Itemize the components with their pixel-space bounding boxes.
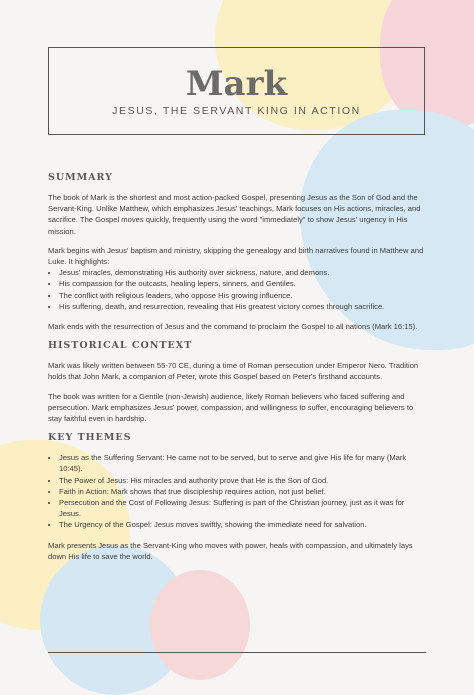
list-item: • Persecution and the Cost of Following Jesus: Suffering is part of the Christian journey, just as it was for Jesus. [59, 497, 428, 519]
list-item: • Jesus' miracles, demonstrating His authority over sickness, nature, and demons. [59, 267, 428, 278]
historical-paragraph: Mark was likely written between 55-70 CE, during a time of Roman persecution under Emperor Nero. Tradition holds that John Mark, a companion of Peter, wrote this Gospel based on Peter's firsthand accounts. [48, 361, 419, 382]
page-title: Mark [185, 64, 288, 104]
title-box [48, 47, 425, 135]
historical-context-section [48, 340, 428, 424]
historical-heading: HISTORICAL CONTEXT [48, 340, 193, 352]
key-themes-section [48, 432, 428, 562]
list-item: • His suffering, death, and resurrection, revealing that His greatest victory comes through sacrifice. [59, 301, 428, 312]
summary-section [48, 172, 428, 332]
summary-paragraph: Mark ends with the resurrection of Jesus and the command to proclaim the Gospel to all nations (Mark 16:15). [48, 322, 418, 332]
list-item: • Jesus as the Suffering Servant: He came not to be served, but to serve and give His life for many (Mark 10:45). [59, 452, 428, 474]
decorative-blob-pink-bottom [150, 570, 250, 680]
summary-paragraph: Mark begins with Jesus' baptism and ministry, skipping the genealogy and birth narratives found in Matthew and Luke. It highlights: [48, 245, 424, 267]
footer-divider [48, 652, 426, 653]
closing-paragraph: Mark presents Jesus as the Servant-King who moves with power, heals with compassion, and ultimately lays down His life to save the world. [48, 540, 413, 561]
list-item: • Faith in Action: Mark shows that true discipleship requires action, not just belief. [59, 486, 428, 497]
list-item: • His compassion for the outcasts, healing lepers, sinners, and Gentiles. [59, 278, 428, 289]
document-body [48, 172, 428, 570]
summary-paragraph: The book of Mark is the shortest and most action-packed Gospel, presenting Jesus as the Son of God and the Servant-King. Unlike Matthew, which emphasizes Jesus' teachings, Mark focuses on His actions, miracles, and sacrifice. The Gospel moves quickly, frequently using the word "immediately" to show Jesus' urgency in His mission. [48, 193, 421, 236]
list-item: • The Power of Jesus: His miracles and authority prove that He is the Son of God. [59, 475, 428, 486]
summary-heading: SUMMARY [48, 172, 113, 183]
themes-heading: KEY THEMES [48, 432, 132, 444]
list-item: • The conflict with religious leaders, who oppose His growing influence. [59, 290, 428, 301]
list-item: • The Urgency of the Gospel: Jesus moves swiftly, showing the immediate need for salvation. [59, 519, 428, 530]
summary-list [48, 267, 428, 312]
themes-list [48, 452, 428, 530]
historical-paragraph: The book was written for a Gentile (non-Jewish) audience, likely Roman believers who faced suffering and persecution. Mark emphasizes Jesus' power, compassion, and willingness to suffer, encouraging believers to stay faithful even in hardship. [48, 391, 414, 424]
page-subtitle: JESUS, THE SERVANT KING IN ACTION [112, 105, 361, 117]
